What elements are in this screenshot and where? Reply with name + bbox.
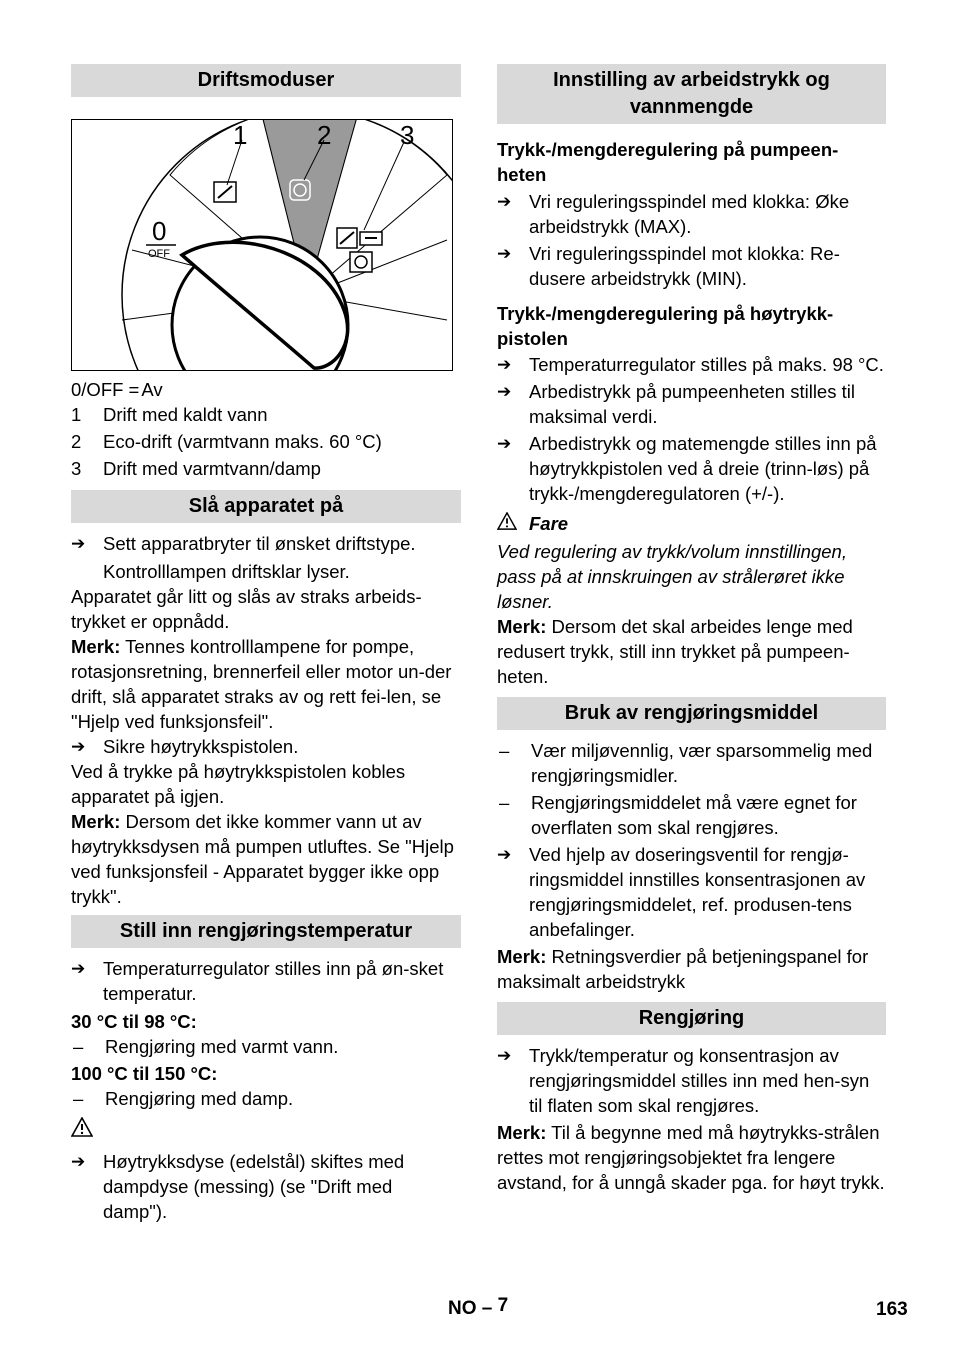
legend-item	[71, 456, 461, 481]
arrow-icon: ➔	[71, 534, 86, 553]
list-item: – Rengjøring med varmt vann.	[73, 1036, 339, 1057]
legend-item	[71, 402, 461, 427]
danger-heading: Fare	[497, 511, 886, 536]
subheading-pump-regulation: Trykk-/mengderegulering på pumpeen-heten	[497, 139, 839, 185]
legend-text: Drift med varmtvann/damp	[103, 458, 321, 479]
legend-key: 3	[71, 458, 82, 479]
heading-detergent: Bruk av rengjøringsmiddel	[497, 697, 886, 730]
warning-icon	[71, 1117, 461, 1143]
step-dosing: ➔ Ved hjelp av doseringsventil for rengjø-ringsmiddel innstilles konsentrasjonen av rengjøringsmiddelet, ref. produsen-tens anbefalinger.	[497, 844, 866, 940]
arrow-icon: ➔	[497, 1046, 512, 1065]
note-cleaning: Merk: Til å begynne med må høytrykks-strålen rettes mot rengjøringsobjektet fra lengere avstand, for å unngå skader pga. for høyt trykk.	[497, 1122, 885, 1193]
arrow-icon: ➔	[497, 845, 512, 864]
footer-page-label	[448, 1295, 509, 1320]
arrow-icon: ➔	[497, 382, 512, 401]
arrow-icon: ➔	[497, 434, 512, 453]
warning-icon	[497, 511, 529, 536]
list-item: – Vær miljøvennlig, vær sparsommelig med rengjøringsmidler.	[499, 740, 873, 786]
page-number: 163	[876, 1299, 908, 1320]
step-swap-nozzle: ➔ Høytrykksdyse (edelstål) skiftes med dampdyse (messing) (se "Drift med damp").	[71, 1151, 405, 1222]
arrow-icon: ➔	[71, 959, 86, 978]
step-gun-temp: ➔ Temperaturregulator stilles på maks. 98 °C.	[497, 354, 884, 375]
step-secure-gun: ➔ Sikre høytrykkspistolen.	[71, 736, 299, 757]
temp-range-2: 100 °C til 150 °C:	[71, 1063, 218, 1084]
mode-legend	[71, 377, 461, 481]
step-gun-adjust: ➔ Arbedistrykk og matemengde stilles inn på høytrykkpistolen ved å dreie (trinn-løs) på trykk-/mengderegulatoren (+/-).	[497, 433, 877, 504]
step-pump-increase: ➔ Vri reguleringsspindel med klokka: Øke arbeidstrykk (MAX).	[497, 191, 850, 237]
heading-operating-modes: Driftsmoduser	[71, 64, 461, 97]
danger-text: Ved regulering av trykk/volum innstillingen, pass på at innskruingen av strålerøret ikke løsner.	[497, 541, 847, 612]
arrow-icon: ➔	[71, 1152, 86, 1171]
step-gun-max: ➔ Arbedistrykk på pumpeenheten stilles til maksimal verdi.	[497, 381, 855, 427]
step-lamp-lights: Kontrolllampen driftsklar lyser.	[103, 561, 350, 582]
footer-dash: –	[481, 1298, 493, 1319]
legend-key: 2	[71, 431, 82, 452]
label-2: 2	[317, 120, 332, 150]
label-0: 0	[152, 216, 167, 246]
eco-icon	[290, 180, 310, 200]
list-item: – Rengjøringsmiddelet må være egnet for overflaten som skal rengjøres.	[499, 792, 857, 838]
legend-item	[71, 377, 461, 402]
subheading-gun-regulation: Trykk-/mengderegulering på høytrykk-pistolen	[497, 303, 834, 349]
arrow-icon: ➔	[497, 192, 512, 211]
mode-dial-diagram	[72, 120, 452, 370]
left-column	[71, 64, 461, 1224]
heading-switch-on: Slå apparatet på	[71, 490, 461, 523]
step-set-temperature: ➔ Temperaturregulator stilles inn på øn-sket temperatur.	[71, 958, 444, 1004]
step-cleaning: ➔ Trykk/temperatur og konsentrasjon av rengjøringsmiddel stilles inn med hen-syn til flaten som skal rengjøres.	[497, 1045, 870, 1116]
heading-cleaning: Rengjøring	[497, 1002, 886, 1035]
arrow-icon: ➔	[497, 244, 512, 263]
heading-pressure: Innstilling av arbeidstrykk og vannmengde	[497, 64, 886, 124]
steam-icon	[350, 252, 372, 272]
legend-key: 1	[71, 404, 82, 425]
right-column	[497, 64, 886, 1195]
note-guide-values: Merk: Retningsverdier på betjeningspanel for maksimalt arbeidstrykk	[497, 946, 869, 992]
arrow-icon: ➔	[71, 737, 86, 756]
label-1: 1	[233, 120, 248, 150]
footer-sub-page: 7	[497, 1295, 509, 1316]
heading-temperature: Still inn rengjøringstemperatur	[71, 915, 461, 948]
label-3: 3	[400, 120, 415, 150]
legend-text: Eco-drift (varmtvann maks. 60 °C)	[103, 431, 382, 452]
mode-dial-figure	[71, 119, 453, 371]
paragraph-device-runs: Apparatet går litt og slås av straks arbeids-trykket er oppnådd.	[71, 586, 422, 632]
paragraph-restart: Ved å trykke på høytrykkspistolen kobles apparatet på igjen.	[71, 761, 406, 807]
list-item: – Rengjøring med damp.	[73, 1088, 294, 1109]
legend-text: Drift med kaldt vann	[103, 404, 268, 425]
arrow-icon: ➔	[497, 355, 512, 374]
label-off: OFF	[148, 248, 170, 260]
legend-item	[71, 429, 461, 454]
note-bleed-pump: Merk: Dersom det ikke kommer vann ut av høytrykksdysen må pumpen utluftes. Se "Hjelp ved funksjonsfeil - Apparatet bygger ikke opp trykk".	[71, 811, 454, 907]
step-pump-decrease: ➔ Vri reguleringsspindel mot klokka: Re-dusere arbeidstrykk (MIN).	[497, 243, 840, 289]
legend-key: 0/OFF =	[71, 379, 140, 400]
step-set-switch: ➔ Sett apparatbryter til ønsket driftstype.	[71, 533, 416, 554]
footer-lang: NO	[448, 1298, 477, 1319]
temp-range-1: 30 °C til 98 °C:	[71, 1011, 197, 1032]
note-reduced-pressure: Merk: Dersom det skal arbeides lenge med redusert trykk, still inn trykket på pumpeen-heten.	[497, 616, 853, 687]
legend-text: Av	[141, 379, 163, 400]
note-lamps: Merk: Tennes kontrolllampene for pompe, rotasjonsretning, brennerfeil eller motor un-der drift, slå apparatet straks av og rett fei-len, se "Hjelp ved funksjonsfeil".	[71, 636, 452, 732]
